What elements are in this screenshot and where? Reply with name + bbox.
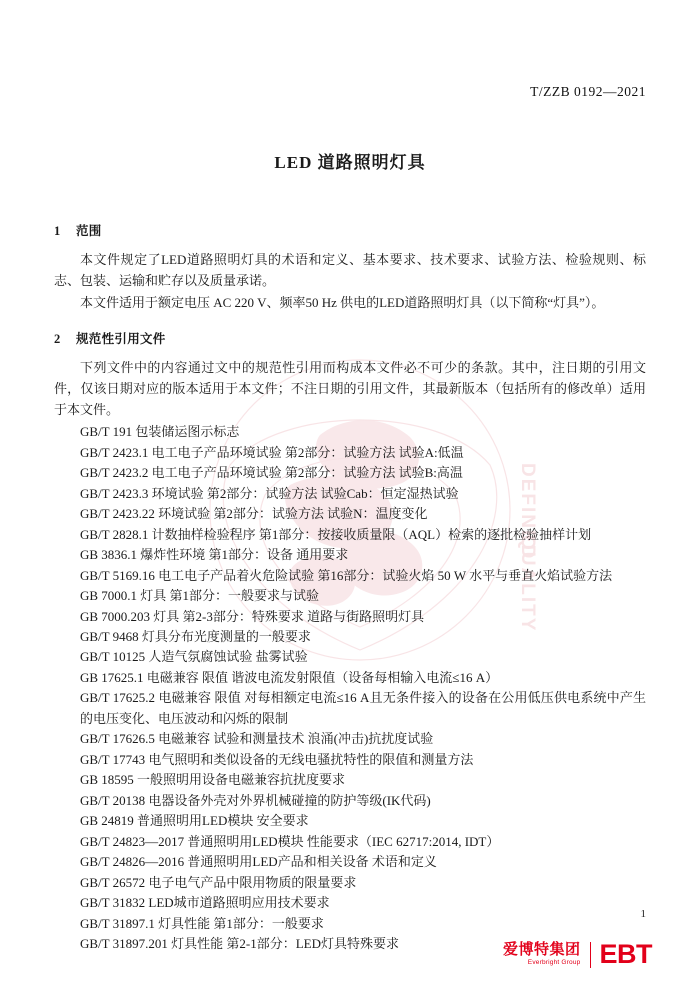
list-item: GB/T 191 包装储运图示标志: [80, 424, 240, 440]
logo-divider: [590, 942, 591, 968]
list-item: GB/T 31897.1 灯具性能 第1部分：一般要求: [80, 915, 324, 931]
section-1-paragraph-1: 本文件规定了LED道路照明灯具的术语和定义、基本要求、技术要求、试验方法、检验规则、标志、包装、运输和贮存以及质量承诺。: [54, 252, 646, 289]
watermark-text-2: QUALITY: [517, 535, 538, 633]
list-item: GB/T 24823—2017 普通照明用LED模块 性能要求（IEC 62717:2014, IDT）: [80, 833, 500, 849]
document-body: [54, 205, 646, 954]
list-item: GB/T 20138 电器设备外壳对外界机械碰撞的防护等级(IK代码): [80, 792, 431, 808]
section-title-2: 规范性引用文件: [76, 332, 166, 347]
company-name-cn: 爱博特集团: [502, 941, 581, 959]
list-item: GB 18595 一般照明用设备电磁兼容抗扰度要求: [80, 772, 346, 788]
section-heading-1: [54, 221, 646, 239]
company-abbreviation: EBT: [599, 939, 652, 969]
company-name-cn-block: [503, 942, 581, 967]
list-item: GB/T 2423.3 环境试验 第2部分：试验方法 试验Cab：恒定湿热试验: [80, 485, 459, 501]
standard-number-header: T/ZZB 0192—2021: [530, 84, 646, 99]
normative-reference-list: [54, 422, 646, 954]
list-item: GB/T 26572 电子电气产品中限用物质的限量要求: [80, 874, 357, 890]
list-item: GB/T 10125 人造气氛腐蚀试验 盐雾试验: [80, 649, 308, 665]
list-item: GB/T 31897.201 灯具性能 第2-1部分：LED灯具特殊要求: [80, 936, 399, 951]
list-item: GB/T 31832 LED城市道路照明应用技术要求: [80, 895, 330, 911]
company-logo: [503, 941, 652, 968]
list-item: GB/T 5169.16 电工电子产品着火危险试验 第16部分：试验火焰 50 W 水平与垂直火焰试验方法: [80, 567, 613, 583]
section-1-paragraph-2: 本文件适用于额定电压 AC 220 V、频率50 Hz 供电的LED道路照明灯具（以下简称“灯具”）。: [80, 295, 605, 311]
company-name-en: Everbright Group: [527, 958, 581, 966]
list-item: GB/T 17626.5 电磁兼容 试验和测量技术 浪涌(冲击)抗扰度试验: [80, 731, 434, 747]
list-item: GB 3836.1 爆炸性环境 第1部分：设备 通用要求: [80, 547, 349, 563]
list-item: GB/T 2423.2 电工电子产品环境试验 第2部分：试验方法 试验B:高温: [80, 465, 463, 481]
list-item: GB/T 24826—2016 普通照明用LED产品和相关设备 术语和定义: [80, 854, 437, 870]
section-number-2: 2: [54, 332, 61, 347]
list-item: GB 24819 普通照明用LED模块 安全要求: [80, 813, 309, 829]
list-item: GB/T 17625.2 电磁兼容 限值 对每相额定电流≤16 A且无条件接入的设备在公用低压供电系统中产生的电压变化、电压波动和闪烁的限制: [80, 690, 646, 726]
watermark-text-1: DEFINED: [517, 463, 538, 561]
list-item: GB 7000.1 灯具 第1部分：一般要求与试验: [80, 588, 320, 604]
section-number-1: 1: [54, 224, 61, 238]
list-item: GB/T 9468 灯具分布光度测量的一般要求: [80, 628, 311, 644]
page-title: LED 道路照明灯具: [274, 153, 426, 172]
list-item: GB 17625.1 电磁兼容 限值 谐波电流发射限值（设备每相输入电流≤16 A）: [80, 669, 499, 685]
list-item: GB/T 17743 电气照明和类似设备的无线电骚扰特性的限值和测量方法: [80, 751, 474, 767]
section-title-1: 范围: [76, 224, 102, 238]
section-2-paragraph-1: 下列文件中的内容通过文中的规范性引用而构成本文件必不可少的条款。其中，注日期的引用文件，仅该日期对应的版本适用于本文件；不注日期的引用文件，其最新版本（包括所有的修改单）适用于本文件。: [54, 360, 646, 418]
list-item: GB/T 2828.1 计数抽样检验程序 第1部分：按接收质量限（AQL）检索的逐批检验抽样计划: [80, 526, 592, 542]
list-item: GB/T 2423.22 环境试验 第2部分：试验方法 试验N：温度变化: [80, 506, 428, 522]
list-item: GB/T 2423.1 电工电子产品环境试验 第2部分：试验方法 试验A:低温: [80, 444, 464, 460]
list-item: GB 7000.203 灯具 第2-3部分：特殊要求 道路与街路照明灯具: [80, 608, 425, 624]
section-heading-2: [54, 329, 646, 347]
page-number: 1: [640, 908, 646, 920]
